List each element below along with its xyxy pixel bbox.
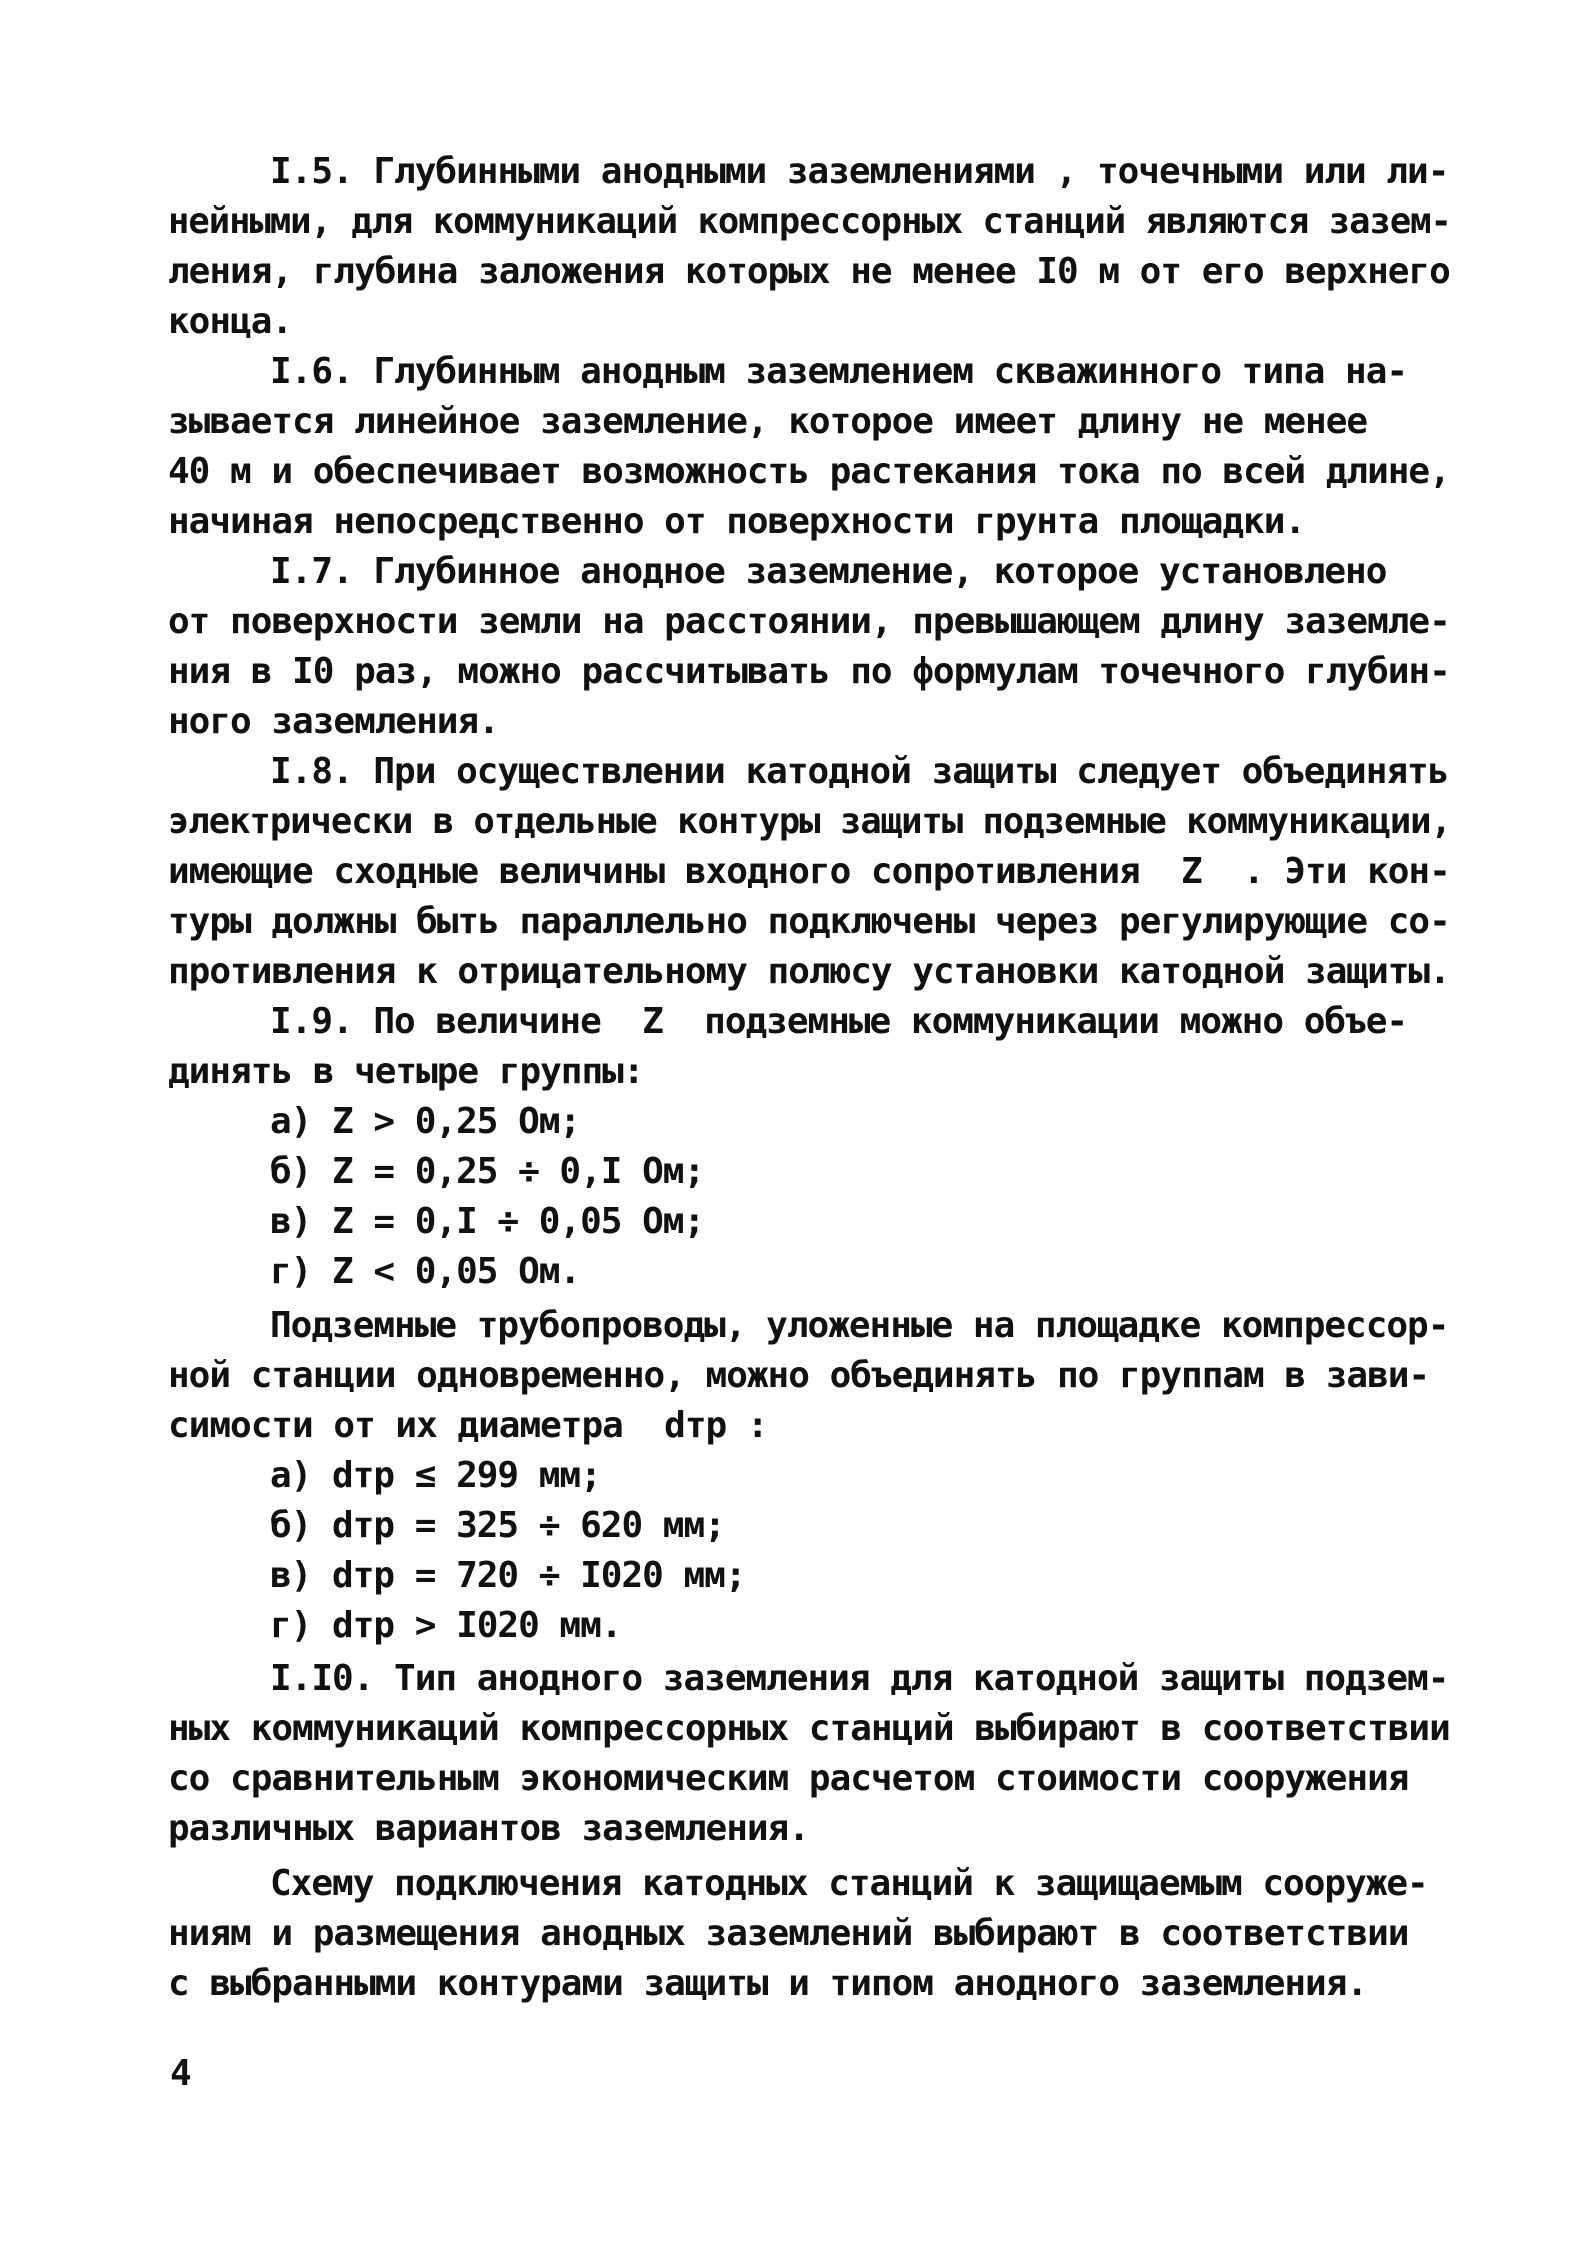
- text-line: от поверхности земли на расстоянии, превышающем длину заземле-: [168, 601, 1450, 642]
- text-line: со сравнительным экономическим расчетом стоимости сооружения: [168, 1758, 1409, 1799]
- text-line: Подземные трубопроводы, уложенные на площадке компрессор-: [270, 1305, 1449, 1346]
- list-item: г) Z < 0,05 Ом.: [270, 1251, 581, 1292]
- text-line: ния в I0 раз, можно рассчитывать по формулам точечного глубин-: [168, 651, 1450, 692]
- text-line: ниям и размещения анодных заземлений выбирают в соответствии: [168, 1913, 1409, 1954]
- text-line: электрически в отдельные контуры защиты подземные коммуникации,: [168, 801, 1451, 842]
- text-line: начиная непосредственно от поверхности грунта площадки.: [168, 501, 1306, 542]
- text-line: I.8. При осуществлении катодной защиты следует объединять: [270, 751, 1449, 792]
- text-line: ления, глубина заложения которых не менее I0 м от его верхнего: [168, 251, 1450, 292]
- text-line: противления к отрицательному полюсу установки катодной защиты.: [168, 951, 1450, 992]
- text-line: I.I0. Тип анодного заземления для катодной защиты подзем-: [270, 1658, 1449, 1699]
- text-line: туры должны быть параллельно подключены через регулирующие со-: [168, 901, 1450, 942]
- list-item: в) Z = 0,I ÷ 0,05 Ом;: [270, 1201, 705, 1242]
- text-line: зывается линейное заземление, которое имеет длину не менее: [168, 401, 1368, 442]
- text-line: ной станции одновременно, можно объединять по группам в зави-: [168, 1355, 1430, 1396]
- text-line: с выбранными контурами защиты и типом анодного заземления.: [168, 1963, 1368, 2004]
- text-line: 40 м и обеспечивает возможность растекания тока по всей длине,: [168, 451, 1450, 492]
- text-line: I.9. По величине Z подземные коммуникации можно объе-: [270, 1001, 1408, 1042]
- page-number: 4: [170, 2053, 192, 2094]
- text-line: I.7. Глубинное анодное заземление, которое установлено: [270, 551, 1387, 592]
- text-line: различных вариантов заземления.: [168, 1808, 809, 1849]
- text-line: I.6. Глубинным анодным заземлением скважинного типа на-: [270, 351, 1408, 392]
- list-item: а) dтр ≤ 299 мм;: [270, 1455, 601, 1496]
- list-item: б) Z = 0,25 ÷ 0,I Ом;: [270, 1151, 705, 1192]
- text-line: симости от их диаметра dтр :: [168, 1405, 768, 1446]
- text-line: конца.: [168, 301, 293, 342]
- text-line: Схему подключения катодных станций к защищаемым сооруже-: [270, 1863, 1428, 1904]
- list-item: б) dтр = 325 ÷ 620 мм;: [270, 1505, 725, 1546]
- list-item: в) dтр = 720 ÷ I020 мм;: [270, 1555, 746, 1596]
- text-line: нейными, для коммуникаций компрессорных станций являются зазем-: [168, 201, 1451, 242]
- text-line: ных коммуникаций компрессорных станций выбирают в соответствии: [168, 1708, 1450, 1749]
- text-line: I.5. Глубинными анодными заземлениями , точечными или ли-: [270, 151, 1449, 192]
- text-line: динять в четыре группы:: [168, 1051, 644, 1092]
- text-line: ного заземления.: [168, 701, 499, 742]
- text-line: имеющие сходные величины входного сопротивления Z . Эти кон-: [168, 851, 1450, 892]
- list-item: г) dтр > I020 мм.: [270, 1605, 622, 1646]
- list-item: а) Z > 0,25 Ом;: [270, 1101, 581, 1142]
